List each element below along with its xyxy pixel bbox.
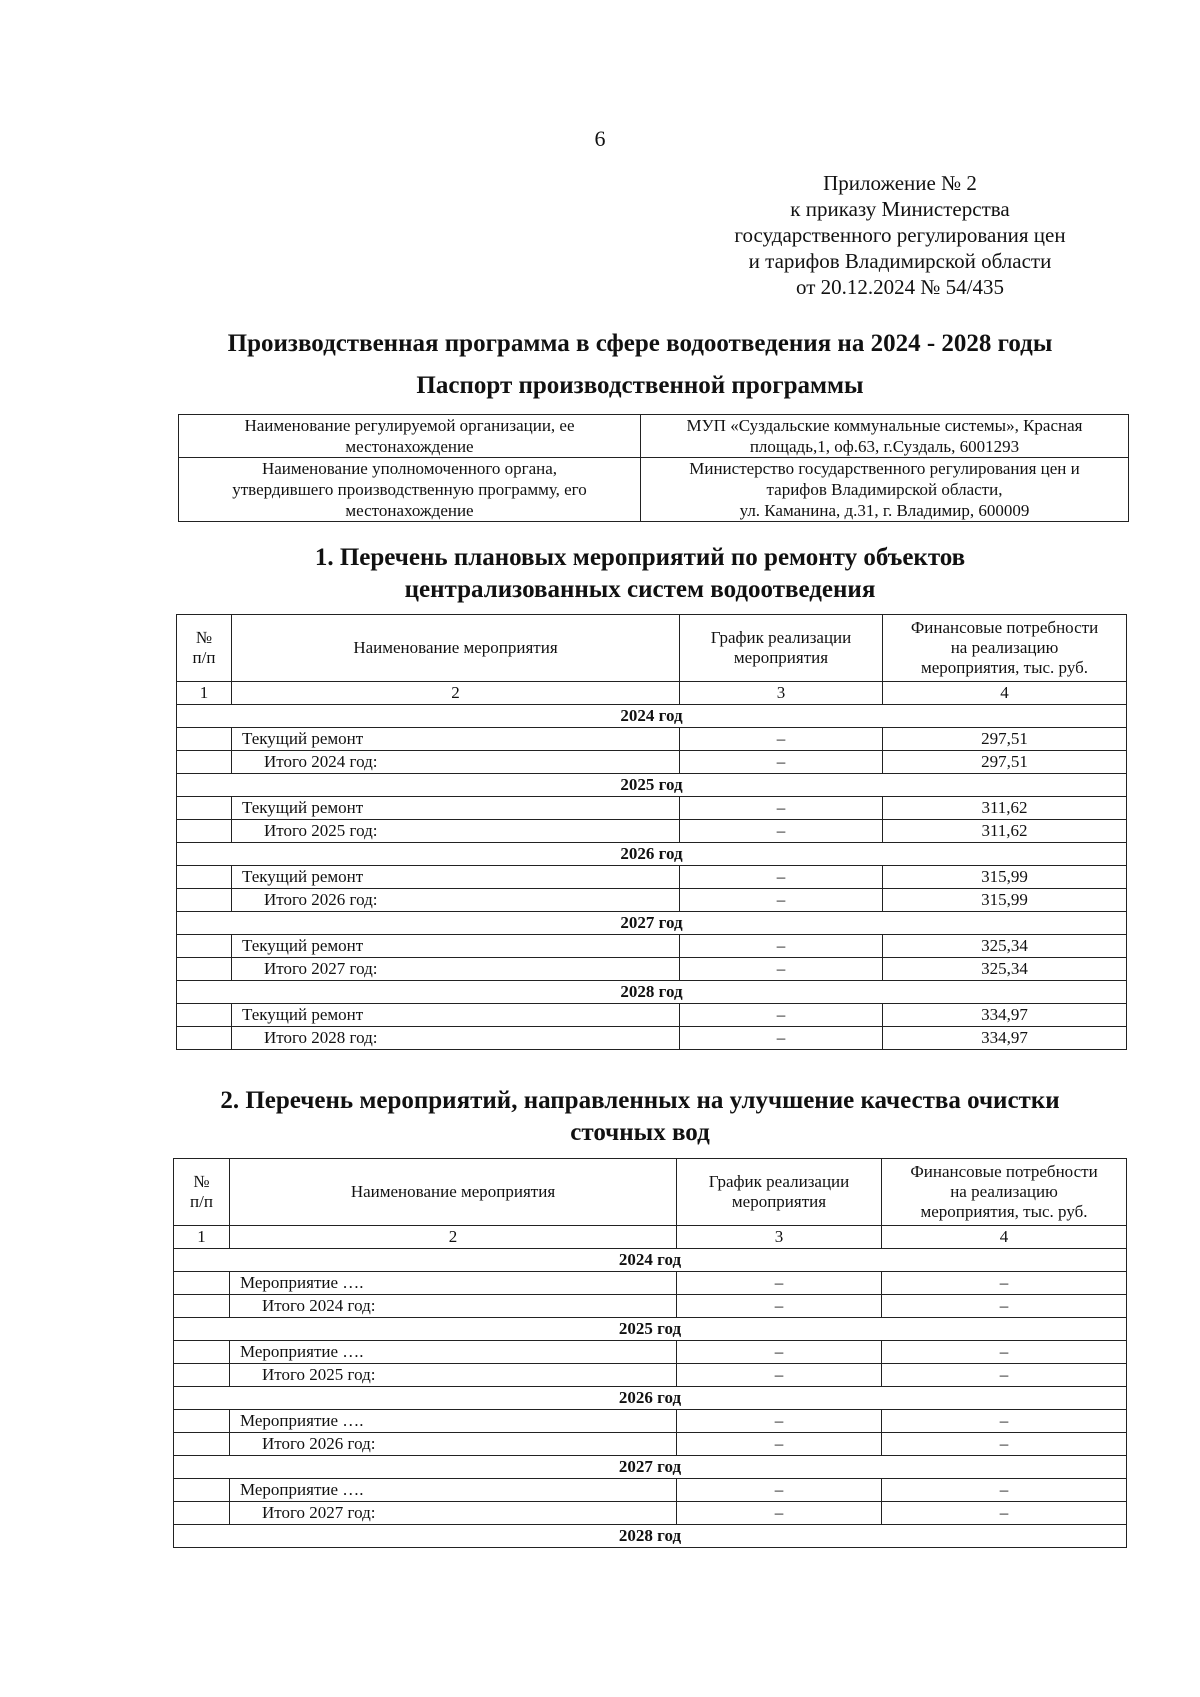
- main-title: Производственная программа в сфере водоотведения на 2024 - 2028 годы: [227, 330, 1053, 357]
- column-number: 4: [882, 1226, 1127, 1249]
- table-row: [177, 728, 1127, 751]
- year-label: 2026 год: [174, 1387, 1127, 1410]
- year-label: 2027 год: [174, 1456, 1127, 1479]
- column-number: 2: [230, 1226, 677, 1249]
- row-num: [177, 797, 232, 820]
- column-number: 3: [677, 1226, 882, 1249]
- row-value: –: [882, 1410, 1127, 1433]
- row-value: –: [882, 1364, 1127, 1387]
- column-number: 1: [174, 1226, 230, 1249]
- appendix-line: от 20.12.2024 № 54/435: [795, 275, 1005, 299]
- row-value: 311,62: [883, 797, 1127, 820]
- row-schedule: –: [680, 728, 883, 751]
- row-name: Мероприятие ….: [230, 1341, 677, 1364]
- passport-label: Наименование уполномоченного органа, утвердившего производственную программу, его местонахождение: [179, 458, 641, 522]
- row-value: 315,99: [883, 866, 1127, 889]
- section1-table: [176, 614, 1127, 1050]
- row-value: 311,62: [883, 820, 1127, 843]
- row-num: [177, 728, 232, 751]
- row-name: Итого 2024 год:: [230, 1295, 677, 1318]
- total-row: [177, 889, 1127, 912]
- passport-value: МУП «Суздальские коммунальные системы», Красная площадь,1, оф.63, г.Суздаль, 6001293: [641, 415, 1129, 458]
- header-finance: Финансовые потребности на реализацию мероприятия, тыс. руб.: [882, 1159, 1127, 1226]
- column-numbers-row: [177, 682, 1127, 705]
- year-label: 2028 год: [174, 1525, 1127, 1548]
- row-value: –: [882, 1502, 1127, 1525]
- row-schedule: –: [677, 1479, 882, 1502]
- row-name: Итого 2028 год:: [232, 1027, 680, 1050]
- total-row: [177, 751, 1127, 774]
- row-schedule: –: [680, 935, 883, 958]
- row-num: [174, 1410, 230, 1433]
- column-number: 1: [177, 682, 232, 705]
- row-value: –: [882, 1272, 1127, 1295]
- row-name: Мероприятие ….: [230, 1410, 677, 1433]
- appendix-line: к приказу Министерства: [790, 197, 1010, 221]
- passport-table: [178, 414, 1129, 522]
- row-num: [174, 1433, 230, 1456]
- year-row: [174, 1387, 1127, 1410]
- row-num: [174, 1479, 230, 1502]
- row-name: Текущий ремонт: [232, 797, 680, 820]
- header-num: № п/п: [174, 1159, 230, 1226]
- year-label: 2027 год: [177, 912, 1127, 935]
- year-label: 2026 год: [177, 843, 1127, 866]
- page-number: 6: [594, 126, 606, 151]
- year-row: [174, 1249, 1127, 1272]
- passport-label: Наименование регулируемой организации, ее местонахождение: [179, 415, 641, 458]
- column-number: 3: [680, 682, 883, 705]
- row-value: 297,51: [883, 751, 1127, 774]
- row-value: 334,97: [883, 1004, 1127, 1027]
- total-row: [177, 958, 1127, 981]
- row-name: Текущий ремонт: [232, 866, 680, 889]
- row-value: –: [882, 1341, 1127, 1364]
- row-schedule: –: [677, 1364, 882, 1387]
- table-header: [174, 1159, 1127, 1226]
- year-label: 2024 год: [177, 705, 1127, 728]
- passport-title: Паспорт производственной программы: [416, 372, 864, 399]
- table-header: [177, 615, 1127, 682]
- table-row: [177, 797, 1127, 820]
- year-label: 2025 год: [174, 1318, 1127, 1341]
- row-num: [177, 820, 232, 843]
- row-num: [174, 1295, 230, 1318]
- year-row: [177, 774, 1127, 797]
- row-name: Итого 2027 год:: [232, 958, 680, 981]
- column-numbers-row: [174, 1226, 1127, 1249]
- row-num: [174, 1272, 230, 1295]
- row-schedule: –: [677, 1295, 882, 1318]
- row-num: [177, 1027, 232, 1050]
- row-value: –: [882, 1433, 1127, 1456]
- row-value: 325,34: [883, 935, 1127, 958]
- appendix-line: Приложение № 2: [823, 171, 977, 195]
- column-number: 2: [232, 682, 680, 705]
- passport-value: Министерство государственного регулирования цен и тарифов Владимирской области, ул. Каманина, д.31, г. Владимир, 600009: [641, 458, 1129, 522]
- appendix-line: государственного регулирования цен: [734, 223, 1066, 247]
- year-label: 2024 год: [174, 1249, 1127, 1272]
- appendix-line: и тарифов Владимирской области: [748, 249, 1052, 273]
- table-row: [174, 1410, 1127, 1433]
- row-schedule: –: [677, 1272, 882, 1295]
- row-name: Итого 2026 год:: [230, 1433, 677, 1456]
- row-name: Текущий ремонт: [232, 728, 680, 751]
- row-schedule: –: [680, 1004, 883, 1027]
- table-row: [174, 1341, 1127, 1364]
- row-num: [177, 751, 232, 774]
- table-row: [177, 1004, 1127, 1027]
- column-number: 4: [883, 682, 1127, 705]
- total-row: [177, 1027, 1127, 1050]
- row-value: 315,99: [883, 889, 1127, 912]
- passport-row: [179, 458, 1129, 522]
- row-value: –: [882, 1295, 1127, 1318]
- table-row: [177, 935, 1127, 958]
- year-row: [174, 1318, 1127, 1341]
- row-schedule: –: [677, 1410, 882, 1433]
- row-schedule: –: [680, 889, 883, 912]
- row-value: –: [882, 1479, 1127, 1502]
- row-value: 334,97: [883, 1027, 1127, 1050]
- header-schedule: График реализации мероприятия: [677, 1159, 882, 1226]
- total-row: [174, 1364, 1127, 1387]
- row-name: Мероприятие ….: [230, 1272, 677, 1295]
- year-row: [174, 1525, 1127, 1548]
- row-schedule: –: [680, 820, 883, 843]
- table-row: [174, 1272, 1127, 1295]
- year-row: [174, 1456, 1127, 1479]
- total-row: [174, 1295, 1127, 1318]
- row-num: [177, 889, 232, 912]
- table-row: [174, 1479, 1127, 1502]
- total-row: [174, 1433, 1127, 1456]
- row-name: Итого 2024 год:: [232, 751, 680, 774]
- row-schedule: –: [680, 797, 883, 820]
- total-row: [174, 1502, 1127, 1525]
- header-name: Наименование мероприятия: [232, 615, 680, 682]
- row-name: Текущий ремонт: [232, 935, 680, 958]
- row-schedule: –: [677, 1433, 882, 1456]
- row-num: [174, 1364, 230, 1387]
- year-row: [177, 705, 1127, 728]
- header-num: № п/п: [177, 615, 232, 682]
- row-schedule: –: [680, 751, 883, 774]
- row-name: Текущий ремонт: [232, 1004, 680, 1027]
- year-row: [177, 912, 1127, 935]
- section2-title: 2. Перечень мероприятий, направленных на улучшение качества очистки сточных вод: [220, 1087, 1060, 1146]
- appendix-block: [700, 170, 1100, 300]
- total-row: [177, 820, 1127, 843]
- section2-table: [173, 1158, 1127, 1548]
- passport-row: [179, 415, 1129, 458]
- row-schedule: –: [680, 1027, 883, 1050]
- year-label: 2025 год: [177, 774, 1127, 797]
- year-row: [177, 843, 1127, 866]
- table-row: [177, 866, 1127, 889]
- header-schedule: График реализации мероприятия: [680, 615, 883, 682]
- header-finance: Финансовые потребности на реализацию мероприятия, тыс. руб.: [883, 615, 1127, 682]
- row-value: 297,51: [883, 728, 1127, 751]
- row-num: [177, 935, 232, 958]
- row-value: 325,34: [883, 958, 1127, 981]
- row-name: Итого 2025 год:: [232, 820, 680, 843]
- row-name: Итого 2025 год:: [230, 1364, 677, 1387]
- row-schedule: –: [677, 1341, 882, 1364]
- year-label: 2028 год: [177, 981, 1127, 1004]
- row-num: [177, 1004, 232, 1027]
- year-row: [177, 981, 1127, 1004]
- row-name: Итого 2026 год:: [232, 889, 680, 912]
- row-name: Мероприятие ….: [230, 1479, 677, 1502]
- section1-title: 1. Перечень плановых мероприятий по ремонту объектов централизованных систем водоотведения: [314, 544, 966, 603]
- row-schedule: –: [677, 1502, 882, 1525]
- row-num: [177, 958, 232, 981]
- row-num: [177, 866, 232, 889]
- row-schedule: –: [680, 958, 883, 981]
- row-name: Итого 2027 год:: [230, 1502, 677, 1525]
- row-num: [174, 1341, 230, 1364]
- row-schedule: –: [680, 866, 883, 889]
- header-name: Наименование мероприятия: [230, 1159, 677, 1226]
- row-num: [174, 1502, 230, 1525]
